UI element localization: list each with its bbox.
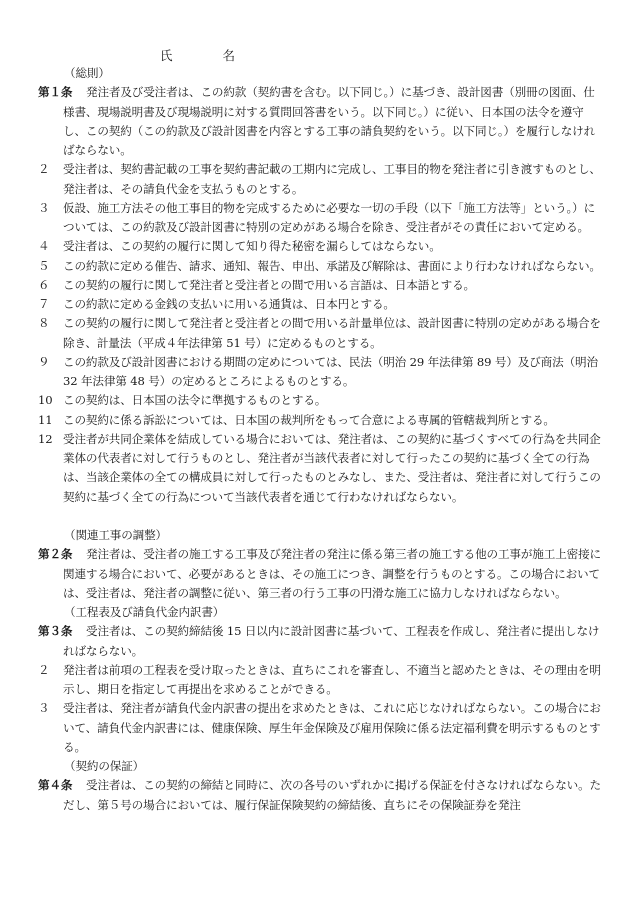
article <box>38 622 604 661</box>
paragraph <box>38 160 604 199</box>
paragraph-number: ９ <box>38 354 50 369</box>
paragraph <box>38 699 604 757</box>
article-number: 第２条 <box>38 547 73 562</box>
article-text: 受注者は、この契約の締結と同時に、次の各号のいずれかに掲げる保証を付さなければならない。ただし、第５号の場合においては、履行保証保険契約の締結後、直ちにその保険証券を発注 <box>63 778 601 812</box>
paragraph-text: この約款及び設計図書における期間の定めについては、民法（明治 29 年法律第 89 号）及び商法（明治 32 年法律第 48 号）の定めるところによるものとする。 <box>63 354 598 388</box>
contract-body <box>38 64 604 815</box>
article <box>38 83 604 160</box>
paragraph-text: この契約に係る訴訟については、日本国の裁判所をもって合意による専属的管轄裁判所とする。 <box>63 412 555 427</box>
paragraph-text: 受注者が共同企業体を結成している場合においては、発注者は、この契約に基づくすべての行為を共同企業体の代表者に対して行うものとし、発注者が当該代表者に対して行ったこの契約に基づく全ての行為は、当該企業体の全ての構成員に対して行ったものとみなし、また、受注者は、発注者に対して行うこの契約に基づく全ての行為について当該代表者を通じて行わなければならない。 <box>63 431 601 504</box>
article-text: 受注者は、この契約締結後 15 日以内に設計図書に基づいて、工程表を作成し、発注者に提出しなければならない。 <box>63 624 600 658</box>
paragraph <box>38 295 604 314</box>
paragraph <box>38 661 604 700</box>
section-heading: （関連工事の調整） <box>64 528 167 542</box>
paragraph-number: ６ <box>38 277 50 292</box>
paragraph <box>38 237 604 256</box>
paragraph-number: ５ <box>38 258 50 273</box>
paragraph <box>38 430 604 507</box>
signature-line <box>160 46 235 64</box>
article-number: 第１条 <box>38 85 73 100</box>
paragraph <box>38 411 604 430</box>
paragraph-number: ３ <box>38 701 50 716</box>
paragraph <box>38 391 604 410</box>
paragraph-text: 受注者は、この契約の履行に関して知り得た秘密を漏らしてはならない。 <box>63 239 441 254</box>
paragraph <box>38 507 604 526</box>
signature-label-name: 名 <box>222 48 236 63</box>
article-text: 発注者及び受注者は、この約款（契約書を含む。以下同じ。）に基づき、設計図書（別冊の図面、仕様書、現場説明書及び現場説明に対する質問回答書をいう。以下同じ。）に従い、日本国の法令を遵守し、この契約（この約款及び設計図書を内容とする工事の請負契約をいう。以下同じ。）を履行しなければならない。 <box>63 85 596 157</box>
paragraph-number: ７ <box>38 297 50 311</box>
paragraph-text: この契約の履行に関して発注者と受注者との間で用いる計量単位は、設計図書に特別の定めがある場合を除き、計量法（平成４年法律第 51 号）に定めるものとする。 <box>63 316 601 350</box>
paragraph <box>38 314 604 353</box>
section-general <box>38 64 604 526</box>
section-schedule <box>38 603 604 757</box>
paragraph-text: この契約の履行に関して発注者と受注者との間で用いる言語は、日本語とする。 <box>63 277 475 292</box>
paragraph-text: この約款に定める金銭の支払いに用いる通貨は、日本円とする。 <box>63 297 395 311</box>
paragraph <box>38 257 604 276</box>
section-heading: （総則） <box>64 66 110 80</box>
article-text: 発注者は、受注者の施工する工事及び発注者の発注に係る第三者の施工する他の工事が施工上密接に関連する場合において、必要があるときは、その施工につき、調整を行うものとする。この場合においては、受注者は、発注者の調整に従い、第三者の行う工事の円滑な施工に協力しなければならない。 <box>63 547 601 600</box>
section-related-work <box>38 526 604 603</box>
paragraph-text: 仮設、施工方法その他工事目的物を完成するために必要な一切の手段（以下「施工方法等」という。）については、この約款及び設計図書に特別の定めがある場合を除き、受注者がその責任において定める。 <box>63 200 596 234</box>
paragraph-number: 10 <box>38 393 53 408</box>
paragraph-number: 11 <box>38 412 53 427</box>
paragraph <box>38 276 604 295</box>
paragraph-number: ２ <box>38 162 50 177</box>
paragraph-text: この約款に定める催告、請求、通知、報告、申出、承諾及び解除は、書面により行わなければならない。 <box>63 258 601 273</box>
paragraph-text: 発注者は前項の工程表を受け取ったときは、直ちにこれを審査し、不適当と認めたときは、その理由を明示し、期日を指定して再提出を求めることができる。 <box>63 662 601 696</box>
section-guarantee <box>38 757 604 815</box>
article-number: 第３条 <box>38 624 73 639</box>
section-heading: （契約の保証） <box>64 759 145 773</box>
paragraph-text: 受注者は、発注者が請負代金内訳書の提出を求めたときは、これに応じなければならない。この場合において、請負代金内訳書には、健康保険、厚生年金保険及び雇用保険に係る法定福利費を明示するものとする。 <box>63 701 601 754</box>
article-number: 第４条 <box>38 778 73 793</box>
paragraph-number: ２ <box>38 662 50 677</box>
paragraph-text: この契約は、日本国の法令に準拠するものとする。 <box>63 393 327 408</box>
signature-label-surname: 氏 <box>160 48 173 63</box>
paragraph-number: ８ <box>38 316 50 331</box>
paragraph-number: ３ <box>38 200 50 215</box>
paragraph-number: ４ <box>38 239 50 254</box>
section-heading: （工程表及び請負代金内訳書） <box>64 605 225 619</box>
paragraph <box>38 353 604 392</box>
paragraph <box>38 199 604 238</box>
article <box>38 776 604 815</box>
article <box>38 545 604 603</box>
paragraph-text: 受注者は、契約書記載の工事を契約書記載の工期内に完成し、工事目的物を発注者に引き渡すものとし、発注者は、その請負代金を支払うものとする。 <box>63 162 601 196</box>
paragraph-number: 12 <box>38 431 53 446</box>
